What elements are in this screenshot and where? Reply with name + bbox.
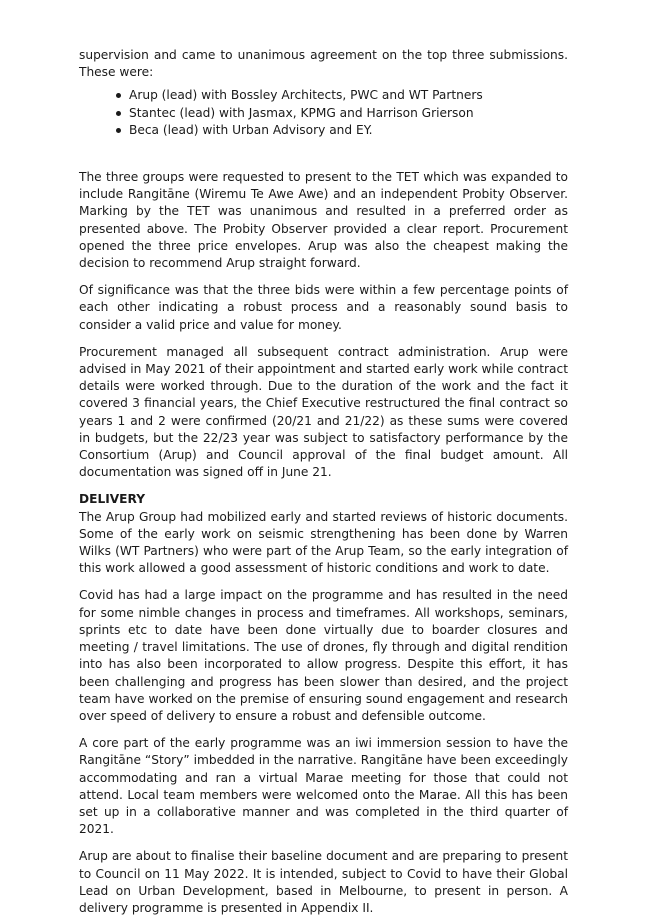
- delivery-heading: DELIVERY: [79, 492, 146, 507]
- document-body: [79, 47, 568, 917]
- submissions-list: [79, 87, 568, 139]
- paragraph-mobilization: The Arup Group had mobilized early and started reviews of historic documents. Some of the early work on seismic strengthening has been done by Warren Wilks (WT Partners) who were part of the Arup Team, so the early integration of this work allowed a good assessment of historic conditions and work to date.: [79, 509, 568, 576]
- intro-paragraph: supervision and came to unanimous agreement on the top three submissions. These were:: [79, 48, 568, 80]
- paragraph-baseline-document: Arup are about to finalise their baseline document and are preparing to present to Council on 11 May 2022. It is intended, subject to Covid to have their Global Lead on Urban Development, based in Melbourne, to present in person. A delivery programme is presented in Appendix II.: [79, 849, 568, 915]
- list-item: Beca (lead) with Urban Advisory and EY.: [129, 122, 568, 139]
- paragraph-presentation: The three groups were requested to present to the TET which was expanded to include Rangitāne (Wiremu Te Awe Awe) and an independent Probity Observer. Marking by the TET was unanimous and resulted in a preferred order as presented above. The Probity Observer provided a clear report. Procurement opened the three price envelopes. Arup was also the cheapest making the decision to recommend Arup straight forward.: [79, 170, 568, 271]
- paragraph-iwi-immersion: A core part of the early programme was an iwi immersion session to have the Rangitāne “Story” imbedded in the narrative. Rangitāne have been exceedingly accommodating and ran a virtual Marae meeting for those that could not attend. Local team members were welcomed onto the Marae. All this has been set up in a collaborative manner and was completed in the third quarter of 2021.: [79, 736, 568, 837]
- paragraph-significance: Of significance was that the three bids were within a few percentage points of each other indicating a robust process and a reasonably sound basis to consider a valid price and value for money.: [79, 283, 568, 332]
- list-item: Stantec (lead) with Jasmax, KPMG and Harrison Grierson: [129, 105, 568, 122]
- list-item: Arup (lead) with Bossley Architects, PWC and WT Partners: [129, 87, 568, 104]
- paragraph-covid-impact: Covid has had a large impact on the programme and has resulted in the need for some nimble changes in process and timeframes. All workshops, seminars, sprints etc to date have been done virtually due to boarder closures and meeting / travel limitations. The use of drones, fly through and digital rendition into has also been incorporated to allow progress. Despite this effort, it has been challenging and progress has been slower than desired, and the project team have worked on the premise of ensuring sound engagement and research over speed of delivery to ensure a robust and defensible outcome.: [79, 588, 568, 723]
- paragraph-contract-administration: Procurement managed all subsequent contract administration. Arup were advised in May 2021 of their appointment and started early work while contract details were worked through. Due to the duration of the work and the fact it covered 3 financial years, the Chief Executive restructured the final contract so years 1 and 2 were confirmed (20/21 and 21/22) as these sums were covered in budgets, but the 22/23 year was subject to satisfactory performance by the Consortium (Arup) and Council approval of the final budget amount. All documentation was signed off in June 21.: [79, 344, 568, 480]
